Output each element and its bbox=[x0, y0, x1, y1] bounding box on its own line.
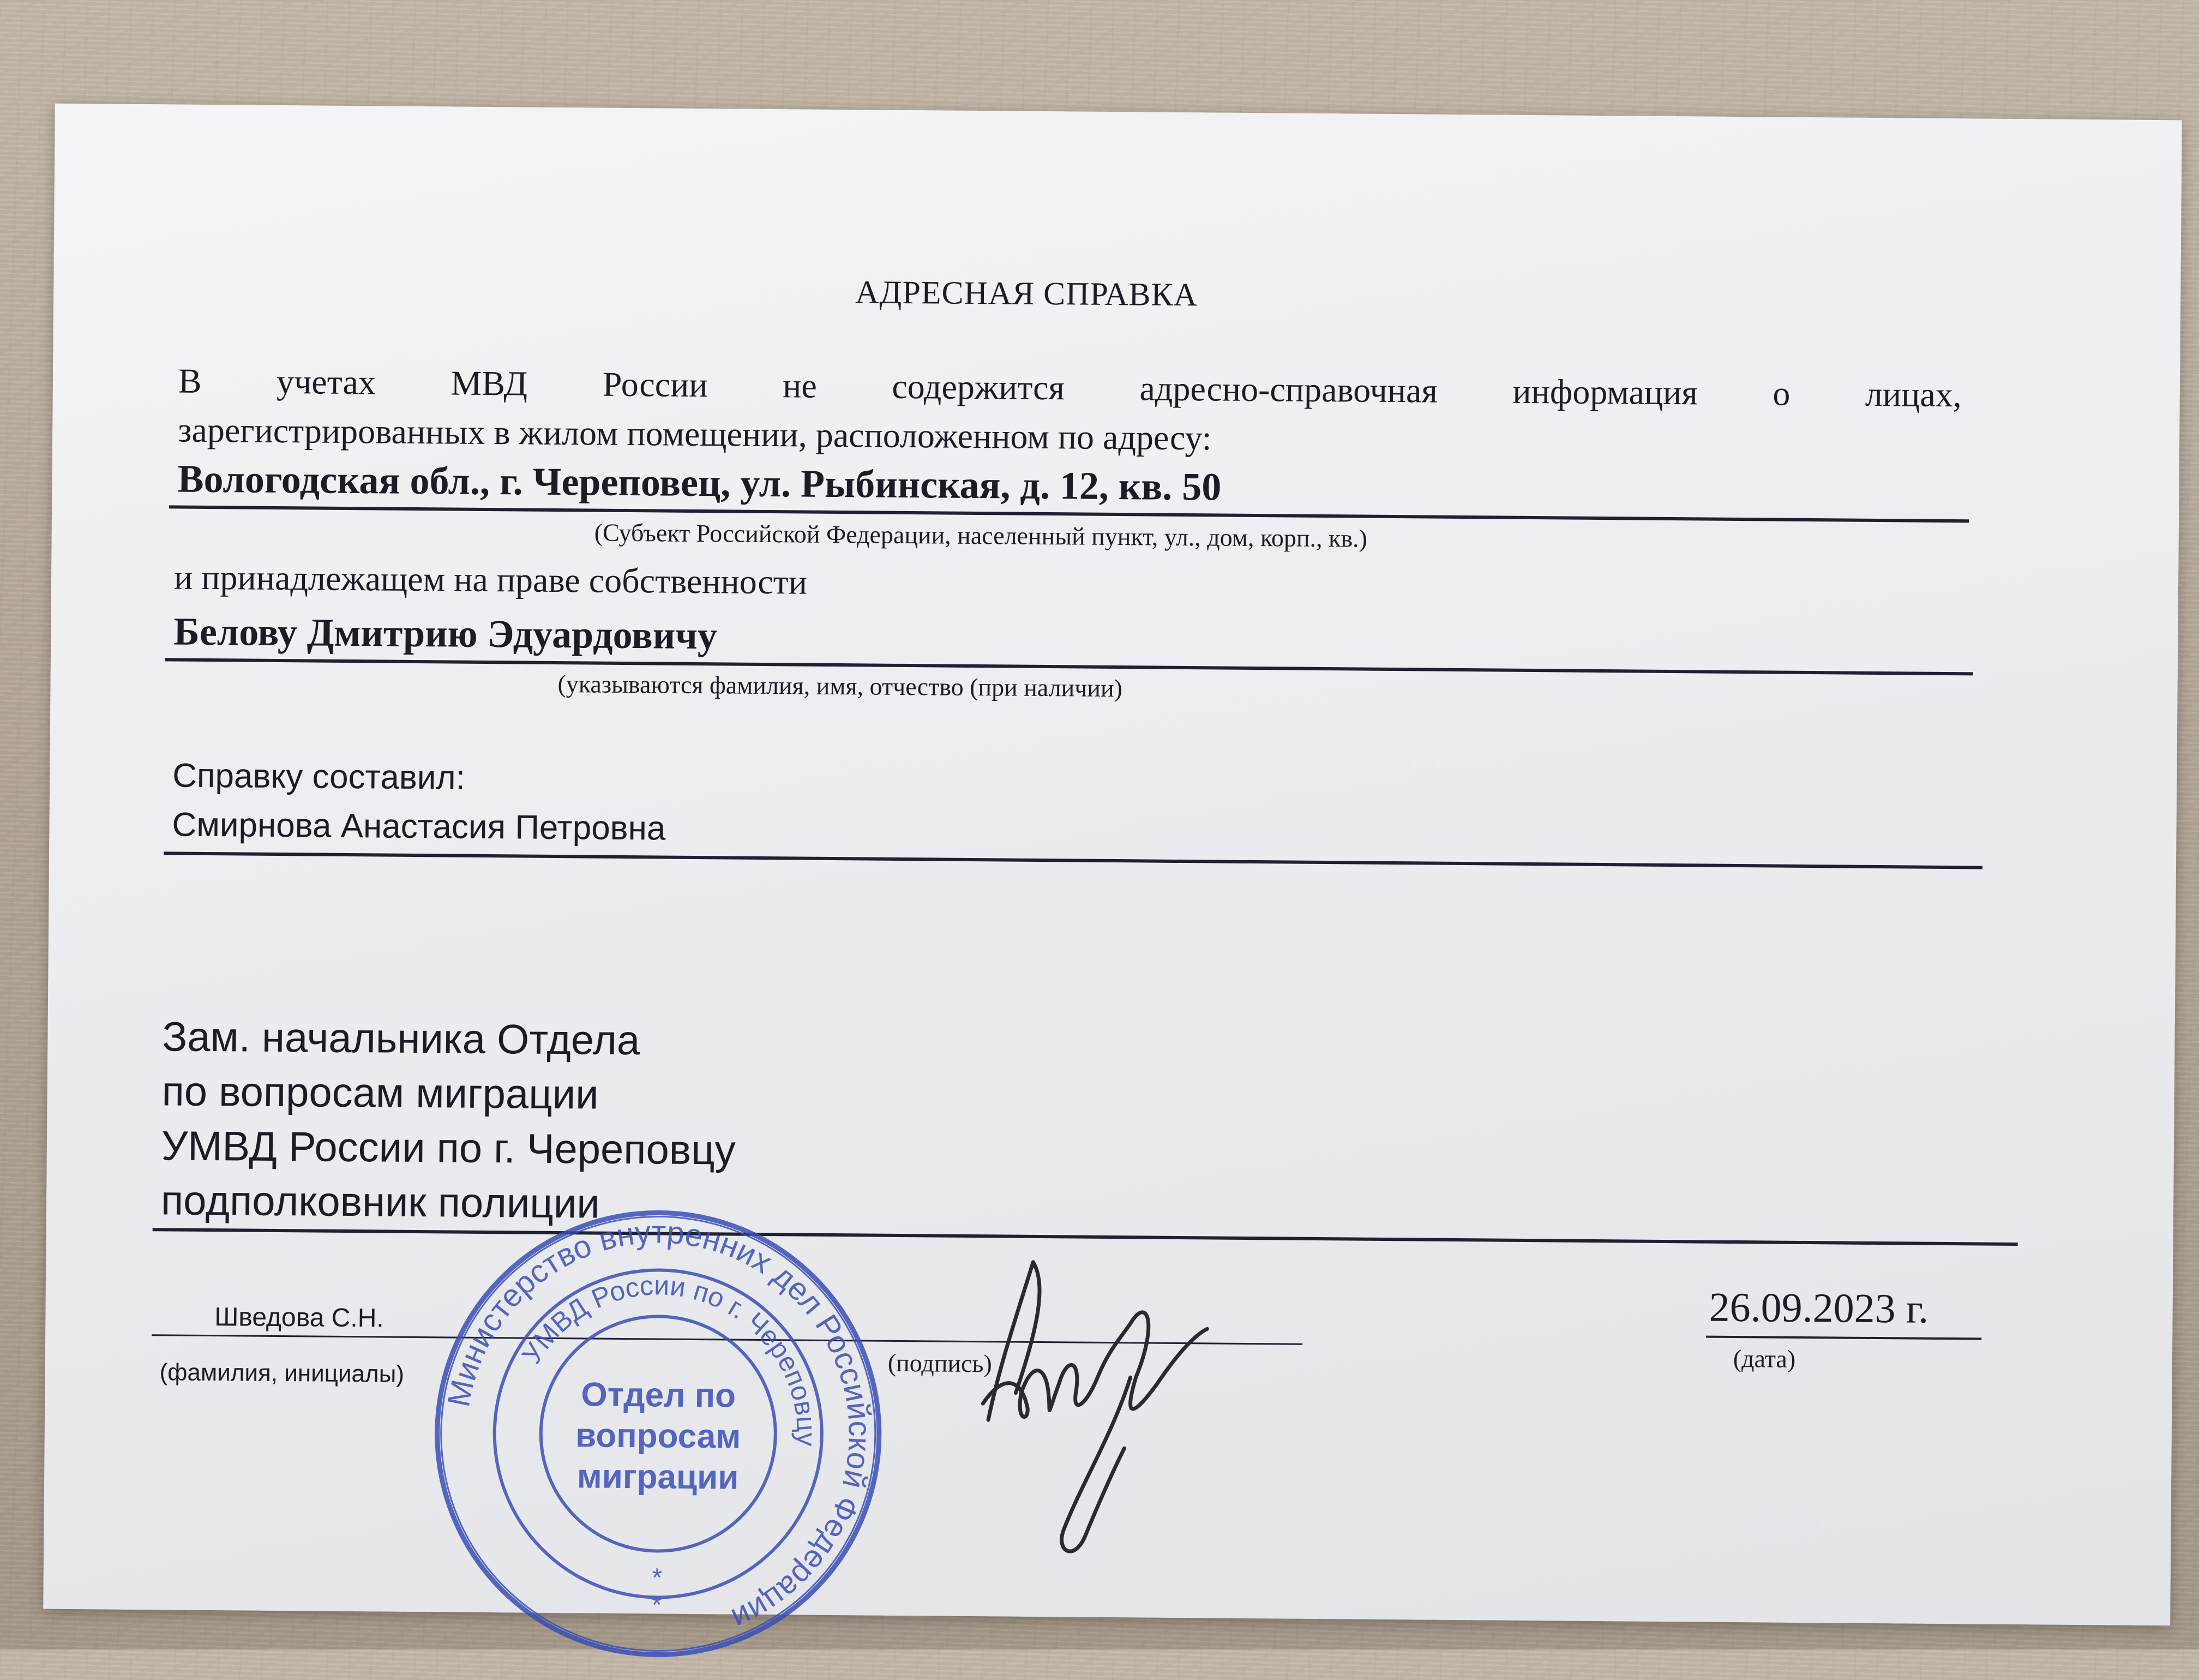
stamp-center-line-2: вопросам bbox=[575, 1417, 741, 1456]
handwritten-signature bbox=[949, 1240, 1246, 1580]
stamp-center-line-1: Отдел по bbox=[581, 1376, 736, 1415]
body-word: содержится bbox=[892, 367, 1065, 407]
date-value: 26.09.2023 г. bbox=[1709, 1284, 1929, 1332]
signatory-line-2: по вопросам миграции bbox=[161, 1068, 599, 1118]
body-word: лицах, bbox=[1865, 374, 1962, 415]
date-caption: (дата) bbox=[1733, 1344, 1796, 1373]
stamp-inner-ring-text: УМВД России по г. Череповцу bbox=[516, 1270, 822, 1447]
date-underline bbox=[1706, 1336, 1981, 1340]
stamp-star-icon: * bbox=[651, 1591, 662, 1620]
body-word: не bbox=[782, 366, 818, 405]
body-word: информация bbox=[1512, 371, 1698, 412]
address-value: Вологодская обл., г. Череповец, ул. Рыбинская, д. 12, кв. 50 bbox=[177, 457, 1222, 509]
official-stamp bbox=[422, 1197, 894, 1670]
address-caption: (Субъект Российской Федерации, населенный пункт, ул., дом, корп., кв.) bbox=[594, 518, 1368, 553]
document-title: АДРЕСНАЯ СПРАВКА bbox=[855, 274, 1198, 313]
body-text-line-2: зарегистрированных в жилом помещении, расположенном по адресу: bbox=[177, 410, 1212, 458]
body-word: МВД bbox=[450, 363, 528, 403]
signatory-line-4: подполковник полиции bbox=[160, 1177, 600, 1227]
ownership-text: и принадлежащем на праве собственности bbox=[173, 557, 808, 602]
signatory-line-1: Зам. начальника Отдела bbox=[162, 1013, 640, 1064]
body-text-line-1 bbox=[178, 361, 1962, 416]
stamp-ring-text: Министерство внутренних дел Российской Федерации bbox=[441, 1214, 878, 1637]
compiled-label: Справку составил: bbox=[172, 757, 466, 797]
signature-caption: (подпись) bbox=[887, 1348, 992, 1378]
owner-caption: (указываются фамилия, имя, отчество (при наличии) bbox=[557, 669, 1123, 703]
body-word: учетах bbox=[276, 362, 376, 402]
name-caption: (фамилия, инициалы) bbox=[159, 1359, 405, 1388]
signatory-line-3: УМВД России по г. Череповцу bbox=[161, 1123, 736, 1174]
body-word: В bbox=[178, 361, 202, 400]
name-value: Шведова С.Н. bbox=[214, 1303, 384, 1333]
stamp-center-line-3: миграции bbox=[576, 1457, 739, 1497]
body-word: России bbox=[602, 364, 708, 405]
document-sheet bbox=[43, 104, 2182, 1637]
compiled-underline bbox=[164, 851, 1982, 869]
body-word: о bbox=[1773, 374, 1791, 413]
stamp-star-icon: * bbox=[652, 1563, 663, 1593]
body-word: адресно-справочная bbox=[1139, 369, 1438, 410]
owner-value: Белову Дмитрию Эдуардовичу bbox=[173, 609, 718, 658]
compiled-value: Смирнова Анастасия Петровна bbox=[172, 806, 666, 848]
